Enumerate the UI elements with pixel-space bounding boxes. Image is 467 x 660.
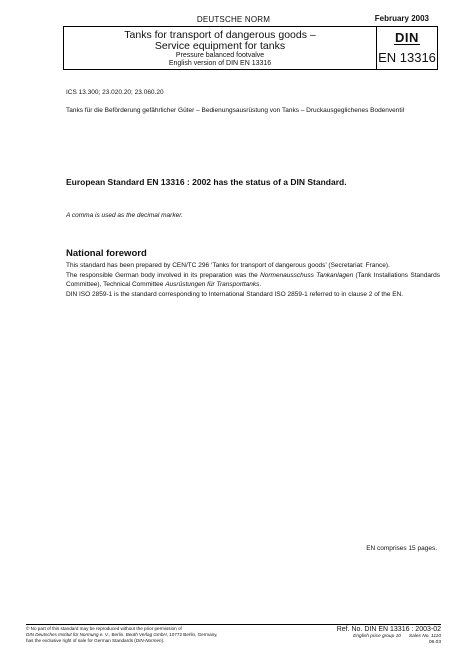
- sales-number: Sales No. 1110: [408, 634, 441, 639]
- beuth-verlag-name: Beuth Verlag GmbH: [125, 631, 167, 637]
- foreword-paragraph-1: This standard has been prepared by CEN/TC 296 ‘Tanks for transport of dangerous goods’ (Secretariat: France).: [66, 262, 390, 269]
- din-institute-name: DIN Deutsches Institut für Normung e. V.: [26, 631, 109, 637]
- status-statement: European Standard EN 13316 : 2002 has the status of a DIN Standard.: [66, 177, 347, 187]
- copyright-line-2-sep: , Berlin.: [108, 631, 126, 637]
- publication-date: February 2003: [374, 14, 429, 23]
- reference-number: Ref. No. DIN EN 13316 : 2003-02: [336, 626, 441, 633]
- national-foreword-body: [66, 262, 440, 301]
- header-norm-label: DEUTSCHE NORM: [196, 15, 271, 24]
- title-text-area: [64, 27, 377, 69]
- decimal-marker-note: A comma is used as the decimal marker.: [66, 212, 183, 219]
- copyright-notice: [26, 626, 296, 643]
- foreword-p2-text-c: (Tank Installations Standards Committee), Technical Committee: [66, 272, 440, 288]
- copyright-line-3: [26, 638, 296, 644]
- copyright-line-3-head: has the exclusive right of sale for German Standards (: [26, 637, 136, 643]
- footer-divider: [26, 624, 441, 625]
- reference-info: [337, 626, 441, 646]
- german-title: Tanks für die Beförderung gefährlicher Güter – Bedienungsausrüstung von Tanks – Druckausgeglichenes Bodenventil: [66, 107, 405, 114]
- page-count-note: EN comprises 15 pages.: [366, 545, 437, 552]
- din-normen-term: DIN-Normen: [135, 637, 162, 643]
- title-sub-line-2: English version of DIN EN 13316: [168, 60, 272, 67]
- copyright-line-2-tail: , 10772 Berlin, Germany,: [166, 631, 218, 637]
- price-group: English price group 10: [353, 634, 401, 639]
- committee-name-de: Normenausschuss Tankanlagen: [260, 272, 354, 280]
- din-identifier-area: [377, 27, 437, 69]
- foreword-paragraph-2: [66, 272, 440, 289]
- date-code: 06.03: [428, 640, 441, 645]
- price-and-sales-line: [337, 634, 441, 640]
- title-block: [63, 26, 438, 70]
- copyright-line-1: © No part of this standard may be reproduced without the prior permission of: [26, 626, 182, 631]
- foreword-p2-text-a: The responsible German body involved in its preparation was the: [66, 272, 261, 280]
- din-logo: DIN: [395, 30, 419, 45]
- title-sub-line-1: Pressure balanced footvalve: [175, 52, 265, 59]
- foreword-p2-text-e: .: [259, 280, 262, 288]
- title-main-line-1: Tanks for transport of dangerous goods –: [124, 29, 316, 41]
- foreword-paragraph-3: DIN ISO 2859-1 is the standard corresponding to International Standard ISO 2859-1 referred to in clause 2 of the EN.: [66, 290, 404, 298]
- technical-committee-name-de: Ausrüstungen für Transporttanks: [165, 280, 260, 288]
- copyright-line-3-tail: ).: [161, 637, 165, 643]
- title-main-line-2: Service equipment for tanks: [154, 40, 286, 52]
- ics-codes: ICS 13.300; 23.020.20; 23.060.20: [66, 89, 164, 96]
- national-foreword-heading: National foreword: [66, 248, 147, 259]
- din-number: EN 13316: [378, 50, 436, 65]
